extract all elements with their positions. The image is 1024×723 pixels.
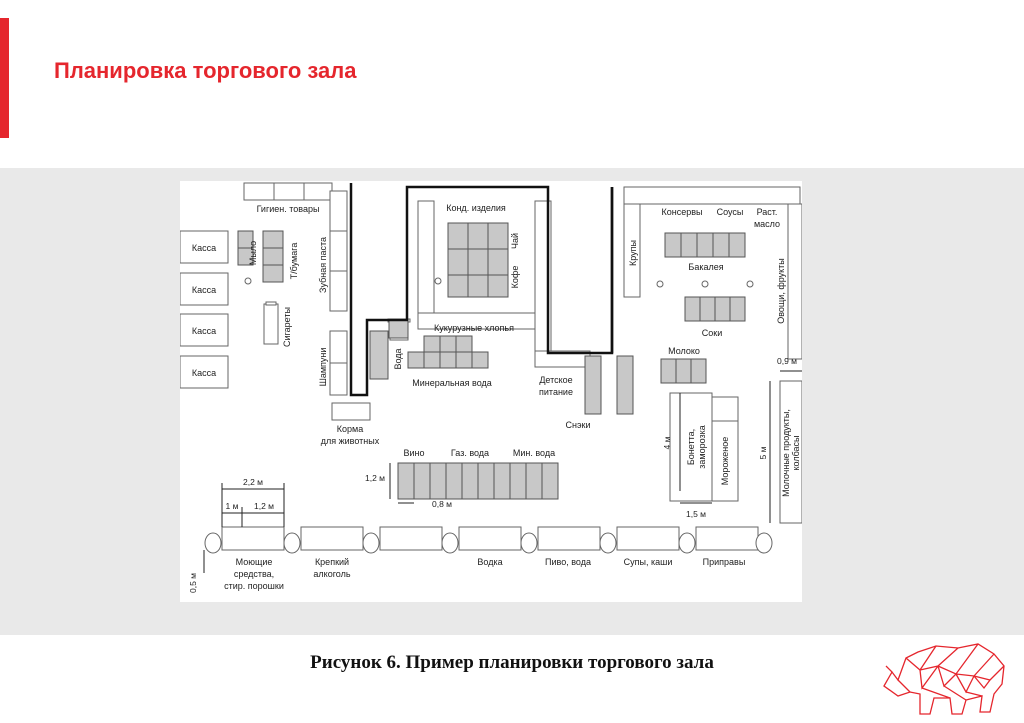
dim-label-1: 1 м bbox=[225, 501, 239, 511]
label-strong-alc-2: алкоголь bbox=[313, 569, 351, 579]
display-wine-row-9 bbox=[526, 463, 542, 499]
label-pet-food-1: Корма bbox=[336, 424, 364, 434]
column-1 bbox=[205, 533, 221, 553]
display-mineral-6 bbox=[440, 352, 456, 368]
label-cornflakes: Кукурузные хлопья bbox=[434, 323, 514, 333]
display-juices-2 bbox=[700, 297, 715, 321]
column-6 bbox=[600, 533, 616, 553]
display-wine-row-3 bbox=[430, 463, 446, 499]
display-mineral-1 bbox=[424, 336, 440, 352]
shelf-toothpaste-3 bbox=[330, 271, 347, 311]
label-freezer-1: Бонетта, bbox=[686, 428, 696, 466]
label-oil-1: Раст. bbox=[756, 207, 778, 217]
display-wine-row-5 bbox=[462, 463, 478, 499]
label-grocery: Бакалея bbox=[688, 262, 724, 272]
display-grocery-2 bbox=[681, 233, 697, 257]
label-soups: Супы, каши bbox=[623, 557, 673, 567]
display-mineral-2 bbox=[440, 336, 456, 352]
checkout-2-label: Касса bbox=[191, 285, 217, 295]
label-mineral-water: Минеральная вода bbox=[412, 378, 492, 388]
display-mineral-4 bbox=[408, 352, 424, 368]
dim-label-0-8: 0,8 м bbox=[431, 499, 453, 509]
label-pet-food-2: для животных bbox=[320, 436, 380, 446]
display-grocery-1 bbox=[665, 233, 681, 257]
label-vodka: Водка bbox=[477, 557, 503, 567]
shelf-water-gray bbox=[370, 331, 388, 379]
shelf-toilet-paper-1 bbox=[263, 231, 283, 248]
display-juices-4 bbox=[730, 297, 745, 321]
display-grocery-4 bbox=[713, 233, 729, 257]
display-snacks-1 bbox=[585, 356, 601, 414]
shelf-bottom-5 bbox=[538, 527, 600, 550]
checkout-1-label: Касса bbox=[191, 243, 217, 253]
display-confectionery-1 bbox=[448, 223, 468, 249]
shelf-bottom-1 bbox=[222, 527, 284, 550]
label-toilet-paper: Т/бумага bbox=[289, 242, 299, 280]
display-mineral-8 bbox=[472, 352, 488, 368]
label-baby-food-2: питание bbox=[539, 387, 573, 397]
label-shampoo: Шампуни bbox=[318, 347, 328, 387]
display-grocery-5 bbox=[729, 233, 745, 257]
display-grocery-3 bbox=[697, 233, 713, 257]
pillar-4 bbox=[702, 281, 708, 287]
label-juices: Соки bbox=[701, 328, 723, 338]
display-wine-row-2 bbox=[414, 463, 430, 499]
label-toothpaste: Зубная паста bbox=[318, 237, 328, 293]
display-wine-row-10 bbox=[542, 463, 558, 499]
label-freezer-2: заморозка bbox=[697, 425, 707, 469]
pillar-1 bbox=[245, 278, 251, 284]
shelf-toilet-paper-2 bbox=[263, 248, 283, 265]
display-mineral-7 bbox=[456, 352, 472, 368]
label-sauces: Соусы bbox=[716, 207, 744, 217]
label-soap: Мыло bbox=[248, 240, 258, 266]
column-7 bbox=[679, 533, 695, 553]
figure-caption: Рисунок 6. Пример планировки торгового зала bbox=[310, 652, 714, 673]
label-hygiene: Гигиен. товары bbox=[256, 204, 320, 214]
shelf-toothpaste-2 bbox=[330, 231, 347, 271]
dim-label-2-2: 2,2 м bbox=[242, 477, 264, 487]
shelf-hygiene-2 bbox=[274, 183, 304, 200]
display-juices-3 bbox=[715, 297, 730, 321]
label-baby-food-1: Детское bbox=[539, 375, 573, 385]
shelf-bottom-3 bbox=[380, 527, 442, 550]
dim-label-0-9: 0,9 м bbox=[776, 356, 798, 366]
shelf-cigarettes-cap bbox=[266, 302, 276, 305]
pillar-5 bbox=[747, 281, 753, 287]
display-confectionery-3 bbox=[488, 223, 508, 249]
display-mineral-5 bbox=[424, 352, 440, 368]
shelf-bottom-6 bbox=[617, 527, 679, 550]
dim-label-4: 4 м bbox=[662, 436, 672, 450]
shelf-hygiene-3 bbox=[304, 183, 332, 200]
label-beer: Пиво, вода bbox=[545, 557, 591, 567]
dim-label-1-2b: 1,2 м bbox=[364, 473, 386, 483]
freezer-cap bbox=[712, 397, 738, 421]
display-wine-row-8 bbox=[510, 463, 526, 499]
label-coffee: Кофе bbox=[510, 265, 520, 289]
shelf-hygiene-1 bbox=[244, 183, 274, 200]
shelf-water-gray-2 bbox=[389, 320, 408, 338]
shelf-bottom-4 bbox=[459, 527, 521, 550]
slide-title: Планировка торгового зала bbox=[54, 58, 357, 83]
column-2 bbox=[284, 533, 300, 553]
display-confectionery-6 bbox=[488, 249, 508, 275]
display-milk-2 bbox=[676, 359, 691, 383]
shelf-toothpaste-1 bbox=[330, 191, 347, 231]
display-milk-1 bbox=[661, 359, 676, 383]
label-milk: Молоко bbox=[668, 346, 700, 356]
shelf-shampoo-2 bbox=[330, 363, 347, 395]
label-soda: Газ. вода bbox=[450, 448, 490, 458]
rhino-logo bbox=[878, 636, 1018, 718]
label-wine: Вино bbox=[403, 448, 425, 458]
label-cigarettes: Сигареты bbox=[282, 307, 292, 347]
display-wine-row-6 bbox=[478, 463, 494, 499]
label-detergents-2: средства, bbox=[233, 569, 275, 579]
column-4 bbox=[442, 533, 458, 553]
label-min-water: Мин. вода bbox=[512, 448, 556, 458]
display-confectionery-4 bbox=[448, 249, 468, 275]
column-5 bbox=[521, 533, 537, 553]
pillar-3 bbox=[657, 281, 663, 287]
dim-label-5: 5 м bbox=[758, 446, 768, 460]
display-milk-3 bbox=[691, 359, 706, 383]
label-confectionery: Конд. изделия bbox=[446, 203, 506, 213]
display-mineral-3 bbox=[456, 336, 472, 352]
column-8 bbox=[756, 533, 772, 553]
display-confectionery-2 bbox=[468, 223, 488, 249]
shelf-cigarettes bbox=[264, 304, 278, 344]
checkout-4-label: Касса bbox=[191, 368, 217, 378]
label-dairy-2: колбасы bbox=[791, 435, 801, 471]
display-confectionery-8 bbox=[468, 275, 488, 297]
display-juices-1 bbox=[685, 297, 700, 321]
display-confectionery-7 bbox=[448, 275, 468, 297]
shelf-top-right bbox=[624, 187, 800, 204]
shelf-shampoo bbox=[330, 331, 347, 363]
label-tea: Чай bbox=[510, 232, 520, 250]
display-wine-row-7 bbox=[494, 463, 510, 499]
label-spices: Приправы bbox=[702, 557, 746, 567]
shelf-bottom-2 bbox=[301, 527, 363, 550]
label-dairy-1: Молочные продукты, bbox=[781, 409, 791, 497]
label-veg-fruit: Овощи, фрукты bbox=[776, 258, 786, 324]
label-canned: Консервы bbox=[661, 207, 703, 217]
shelf-bottom-7 bbox=[696, 527, 758, 550]
shelf-pet-food bbox=[332, 403, 370, 420]
store-floor-plan bbox=[180, 181, 802, 602]
display-confectionery-5 bbox=[468, 249, 488, 275]
display-wine-row bbox=[398, 463, 414, 499]
dim-label-1-5: 1,5 м bbox=[685, 509, 707, 519]
dim-label-1-2a: 1,2 м bbox=[253, 501, 275, 511]
label-ice-cream: Мороженое bbox=[720, 436, 730, 486]
label-detergents-3: стир. порошки bbox=[224, 581, 284, 591]
label-detergents-1: Моющие bbox=[235, 557, 273, 567]
shelf-veg-fruit bbox=[788, 204, 802, 359]
shelf-toilet-paper-3 bbox=[263, 265, 283, 282]
accent-bar bbox=[0, 18, 9, 138]
shelf-island-left bbox=[418, 201, 434, 313]
pillar-2 bbox=[435, 278, 441, 284]
label-water: Вода bbox=[393, 348, 403, 370]
checkout-3-label: Касса bbox=[191, 326, 217, 336]
label-cereals: Крупы bbox=[628, 240, 638, 266]
floor-plan-svg bbox=[180, 181, 802, 602]
display-snacks-2 bbox=[617, 356, 633, 414]
label-oil-2: масло bbox=[753, 219, 781, 229]
label-snacks: Снэки bbox=[565, 420, 591, 430]
column-3 bbox=[363, 533, 379, 553]
display-wine-row-4 bbox=[446, 463, 462, 499]
display-confectionery-9 bbox=[488, 275, 508, 297]
dim-label-0-5: 0,5 м bbox=[188, 572, 198, 594]
label-strong-alc-1: Крепкий bbox=[314, 557, 350, 567]
